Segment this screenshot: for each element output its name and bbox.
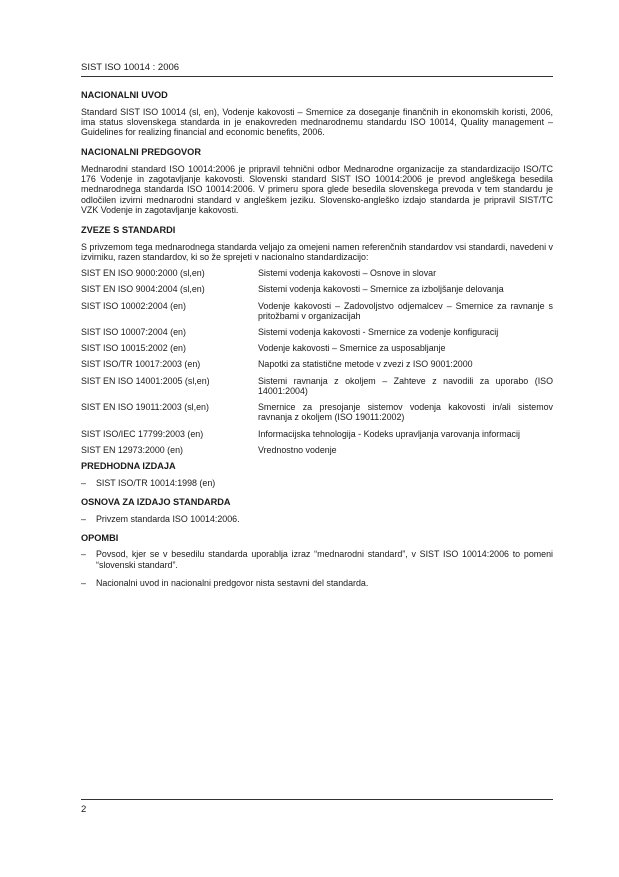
- section-paragraph: S privzemom tega mednarodnega standarda veljajo za omejeni namen referenčnih standardov vsi standardi, navedeni v izvirniku, razen standardov, ki so že sprejeti v nacionalno standardizacijo:: [81, 241, 553, 262]
- table-row: [81, 301, 553, 327]
- reference-code: SIST EN ISO 14001:2005 (sl,en): [81, 375, 210, 386]
- list-item-text: Nacionalni uvod in nacionalni predgovor nista sestavni del standarda.: [96, 577, 369, 588]
- table-row: [81, 359, 553, 375]
- dash-list: [81, 514, 553, 524]
- list-item: [81, 549, 553, 569]
- section-heading: OPOMBI: [81, 532, 119, 543]
- table-row: [81, 429, 553, 445]
- reference-title: Smernice za presojanje sistemov vodenja kakovosti in/ali sistemov ravnanja z okoljem (ISO 19011:2002): [258, 402, 553, 423]
- reference-title: Sistemi vodenja kakovosti - Smernice za vodenje konfiguracij: [258, 327, 499, 338]
- section-paragraph: Mednarodni standard ISO 10014:2006 je pripravil tehnični odbor Mednarodne organizacije za standardizacijo ISO/TC 176 Vodenje in zagotavljanje kakovosti. Slovenski standard SIST ISO 10014:2006 je prevod angleškega besedila mednarodnega standarda ISO 10014:2006. V primeru spora glede besedila slovenskega prevoda v tem standardu je odločilen izvirni mednarodni standard v angleškem jeziku. Slovensko-angleško izdajo standarda je pripravil SIST/TC VZK Vodenje in zagotavljanje kakovosti.: [81, 163, 553, 215]
- reference-code: SIST EN ISO 9004:2004 (sl,en): [81, 284, 205, 295]
- section-references: [81, 225, 553, 461]
- table-row: [81, 376, 553, 402]
- section-heading: NACIONALNI PREDGOVOR: [81, 147, 201, 158]
- table-row: [81, 402, 553, 428]
- dash-bullet: –: [81, 513, 86, 524]
- document-id: SIST ISO 10014 : 2006: [81, 62, 180, 73]
- reference-code: SIST ISO/TR 10017:2003 (en): [81, 359, 201, 370]
- list-item: [81, 578, 553, 588]
- dash-bullet: –: [81, 477, 86, 488]
- reference-title: Sistemi ravnanja z okoljem – Zahteve z navodili za uporabo (ISO 14001:2004): [258, 375, 553, 396]
- section-heading: PREDHODNA IZDAJA: [81, 461, 176, 472]
- list-item: [81, 478, 553, 488]
- list-item-text: Privzem standarda ISO 10014:2006.: [96, 513, 240, 524]
- page-number: 2: [81, 804, 87, 815]
- table-row: [81, 343, 553, 359]
- reference-code: SIST EN 12973:2000 (en): [81, 444, 183, 455]
- reference-code: SIST ISO 10015:2002 (en): [81, 343, 186, 354]
- section-previous-edition: [81, 461, 553, 488]
- section-heading: NACIONALNI UVOD: [81, 90, 168, 100]
- list-item: [81, 514, 553, 524]
- page-footer: [81, 799, 553, 815]
- section-national-introduction: [81, 90, 553, 137]
- table-row: [81, 327, 553, 343]
- section-basis-for-publication: [81, 497, 553, 524]
- page-content: [81, 90, 553, 597]
- dash-list: [81, 549, 553, 588]
- dash-bullet: –: [81, 577, 86, 588]
- reference-title: Sistemi vodenja kakovosti – Osnove in slovar: [258, 268, 437, 279]
- reference-code: SIST ISO 10002:2004 (en): [81, 300, 186, 311]
- reference-title: Napotki za statistične metode v zvezi z ISO 9001:2000: [258, 359, 473, 370]
- reference-title: Sistemi vodenja kakovosti – Smernice za izboljšanje delovanja: [258, 284, 504, 295]
- table-row: [81, 268, 553, 284]
- table-row: [81, 445, 553, 461]
- section-national-foreword: [81, 147, 553, 215]
- reference-title: Informacijska tehnologija - Kodeks upravljanja varovanja informacij: [258, 428, 520, 439]
- reference-code: SIST EN ISO 19011:2003 (sl,en): [81, 402, 209, 413]
- section-notes: [81, 533, 553, 588]
- reference-code: SIST ISO 10007:2004 (en): [81, 327, 186, 338]
- reference-title: Vrednostno vodenje: [258, 444, 337, 455]
- running-header: [81, 62, 553, 77]
- list-item-text: Povsod, kjer se v besedilu standarda uporablja izraz “mednarodni standard”, v SIST ISO 10014:2006 to pomeni “slovenski standard”.: [96, 549, 553, 570]
- dash-bullet: –: [81, 549, 86, 560]
- reference-code: SIST EN ISO 9000:2000 (sl,en): [81, 268, 205, 279]
- section-paragraph: Standard SIST ISO 10014 (sl, en), Vodenje kakovosti – Smernice za doseganje finančnih in ekonomskih koristi, 2006, ima status slovenskega standarda in je enakovreden mednarodnemu standardu ISO 10014, Quality management – Guidelines for realizing financial and economic benefits, 2006.: [81, 106, 553, 138]
- table-row: [81, 284, 553, 300]
- reference-title: Vodenje kakovosti – Zadovoljstvo odjemalcev – Smernice za ravnanje s pritožbami v organizacijah: [258, 300, 553, 321]
- list-item-text: SIST ISO/TR 10014:1998 (en): [96, 477, 216, 488]
- section-heading: ZVEZE S STANDARDI: [81, 225, 176, 236]
- reference-code: SIST ISO/IEC 17799:2003 (en): [81, 428, 204, 439]
- references-table: [81, 268, 553, 461]
- dash-list: [81, 478, 553, 488]
- section-heading: OSNOVA ZA IZDAJO STANDARDA: [81, 496, 231, 507]
- reference-title: Vodenje kakovosti – Smernice za usposabljanje: [258, 343, 446, 354]
